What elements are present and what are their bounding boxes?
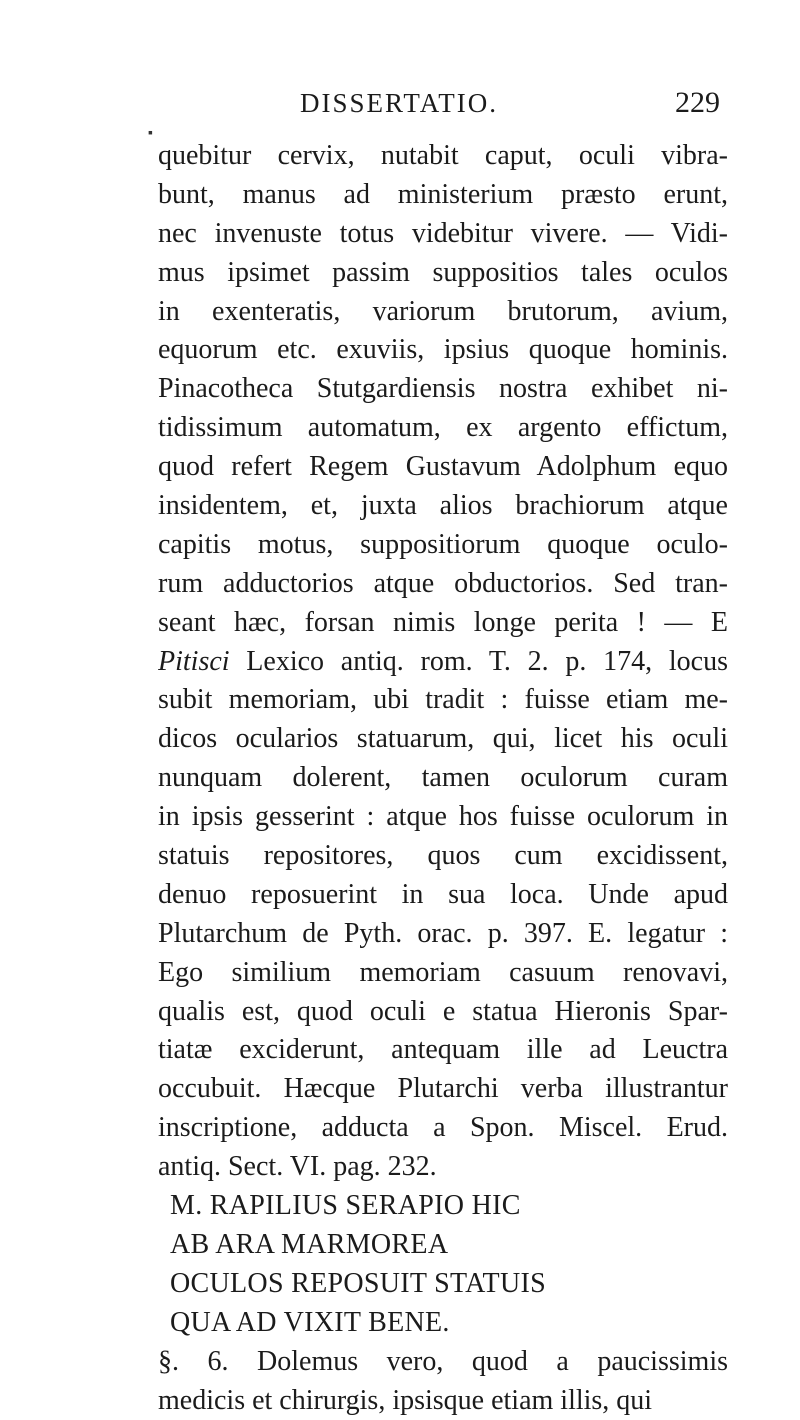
body-text	[158, 137, 728, 1420]
page-number: 229	[675, 86, 720, 120]
text-line: denuo reposuerint in sua loca. Unde apud	[158, 876, 728, 915]
text-line: Ego similium memoriam casuum renovavi,	[158, 954, 728, 993]
text-line: quod refert Regem Gustavum Adolphum equo	[158, 448, 728, 487]
text-line: in exenteratis, variorum brutorum, avium,	[158, 293, 728, 332]
text-line: subit memoriam, ubi tradit : fuisse etiam me-	[158, 681, 728, 720]
text-line: capitis motus, suppositiorum quoque oculo-	[158, 526, 728, 565]
section-line: §. 6. Dolemus vero, quod a paucissimis	[158, 1343, 728, 1382]
running-title: DISSERTATIO.	[300, 88, 498, 119]
text-line: antiq. Sect. VI. pag. 232.	[158, 1148, 728, 1187]
text-line: seant hæc, forsan nimis longe perita ! — E	[158, 604, 728, 643]
text-line: statuis repositores, quos cum excidissent,	[158, 837, 728, 876]
text-line: bunt, manus ad ministerium præsto erunt,	[158, 176, 728, 215]
author-name-italic: Pitisci	[158, 646, 230, 677]
citation-rest: Lexico antiq. rom. T. 2. p. 174, locus	[230, 646, 728, 677]
margin-speck: ▪	[148, 126, 153, 142]
text-line: medicis et chirurgis, ipsisque etiam illis, qui	[158, 1382, 728, 1420]
text-line: in ipsis gesserint : atque hos fuisse oculorum in	[158, 798, 728, 837]
text-line: nec invenuste totus videbitur vivere. — Vidi-	[158, 215, 728, 254]
inscription-line: AB ARA MARMOREA	[158, 1226, 728, 1265]
text-line: tidissimum automatum, ex argento effictum,	[158, 409, 728, 448]
text-line: quebitur cervix, nutabit caput, oculi vibra-	[158, 137, 728, 176]
text-line: mus ipsimet passim suppositios tales oculos	[158, 254, 728, 293]
text-line: Pinacotheca Stutgardiensis nostra exhibet ni-	[158, 370, 728, 409]
text-line: qualis est, quod oculi e statua Hieronis Spar-	[158, 993, 728, 1032]
running-head	[300, 88, 720, 128]
text-line: dicos ocularios statuarum, qui, licet his oculi	[158, 720, 728, 759]
inscription-line: M. RAPILIUS SERAPIO HIC	[158, 1187, 728, 1226]
text-line: insidentem, et, juxta alios brachiorum atque	[158, 487, 728, 526]
inscription-line: QUA AD VIXIT BENE.	[158, 1304, 728, 1343]
inscription-line: OCULOS REPOSUIT STATUIS	[158, 1265, 728, 1304]
text-line: Plutarchum de Pyth. orac. p. 397. E. legatur :	[158, 915, 728, 954]
text-line-citation	[158, 643, 728, 682]
text-line: tiatæ exciderunt, antequam ille ad Leuctra	[158, 1031, 728, 1070]
text-line: inscriptione, adducta a Spon. Miscel. Erud.	[158, 1109, 728, 1148]
text-line: rum adductorios atque obductorios. Sed tran-	[158, 565, 728, 604]
text-line: equorum etc. exuviis, ipsius quoque hominis.	[158, 331, 728, 370]
text-line: nunquam dolerent, tamen oculorum curam	[158, 759, 728, 798]
text-line: occubuit. Hæcque Plutarchi verba illustrantur	[158, 1070, 728, 1109]
